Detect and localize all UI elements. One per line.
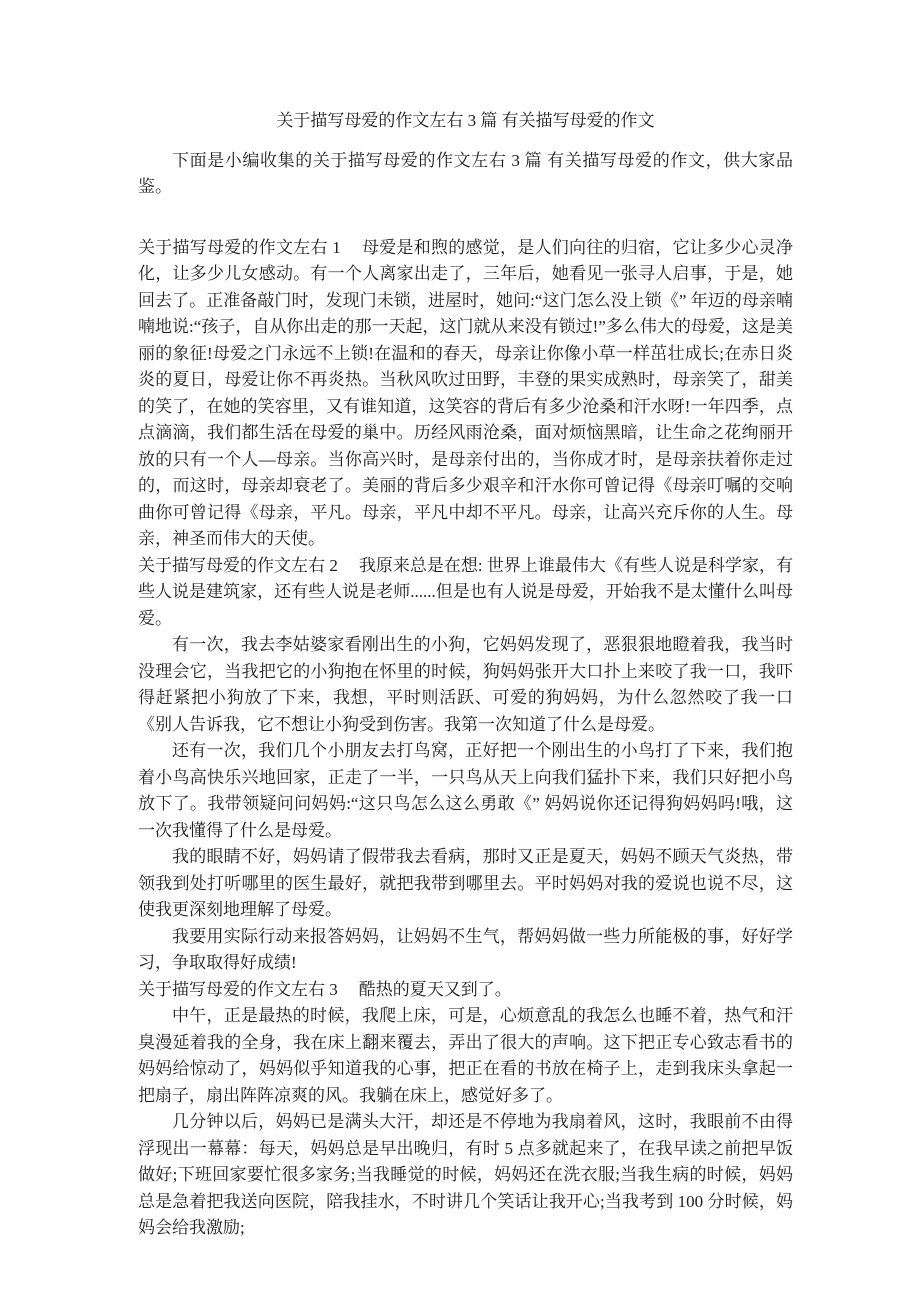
essay-3-paragraph-3: 几分钟以后，妈妈已是满头大汗，却还是不停地为我扇着风，这时，我眼前不由得浮现出一幕幕：每天，妈妈总是早出晚归，有时 5 点多就起来了，在我早读之前把早饭做好;下班回家要忙很多家务;当我睡觉的时候，妈妈还在洗衣服;当我生病的时候，妈妈总是急着把我送向医院，陪我挂水，不时讲几个笑话让我开心;当我考到 100 分时候，妈妈会给我激励; bbox=[138, 1112, 793, 1237]
essay-2-body bbox=[138, 553, 793, 633]
essay-2-paragraph-1: 我原来总是在想: 世界上谁最伟大《有些人说是科学家，有些人说是建筑家，还有些人说是老师......但是也有人说是母爱，开始我不是太懂什么叫母爱。 bbox=[138, 555, 793, 628]
essay-2-paragraph-4: 我的眼睛不好，妈妈请了假带我去看病，那时又正是夏天，妈妈不顾天气炎热，带领我到处打听哪里的医生最好，就把我带到哪里去。平时妈妈对我的爱说也说不尽，这使我更深刻地理解了母爱。 bbox=[138, 847, 793, 919]
essay-3-paragraph-2: 中午，正是最热的时候，我爬上床，可是，心烦意乱的我怎么也睡不着，热气和汗臭漫延着我的全身，我在床上翻来覆去，弄出了很大的声响。这下把正专心致志看书的妈妈给惊动了，妈妈似乎知道我的心事，把正在看的书放在椅子上，走到我床头拿起一把扇子，扇出阵阵凉爽的风。我躺在床上，感觉好多了。 bbox=[138, 1006, 793, 1105]
document-title: 关于描写母爱的作文左右 3 篇 有关描写母爱的作文 bbox=[276, 111, 655, 130]
essay-2-heading: 关于描写母爱的作文左右 2 bbox=[138, 555, 338, 575]
intro-paragraph: 下面是小编收集的关于描写母爱的作文左右 3 篇 有关描写母爱的作文，供大家品鉴。 bbox=[138, 150, 793, 196]
essay-2-paragraph-2: 有一次，我去李姑婆家看刚出生的小狗，它妈妈发现了，恶狠狠地瞪着我，我当时没理会它，当我把它的小狗抱在怀里的时候，狗妈妈张开大口扑上来咬了我一口，我吓得赶紧把小狗放了下来，我想，平时则活跃、可爱的狗妈妈，为什么忽然咬了我一口《别人告诉我，它不想让小狗受到伤害。我第一次知道了什么是母爱。 bbox=[138, 635, 793, 734]
essay-2 bbox=[138, 553, 793, 977]
essay-1-heading: 关于描写母爱的作文左右 1 bbox=[138, 237, 341, 257]
essay-2-paragraph-3: 还有一次，我们几个小朋友去打鸟窝，正好把一个刚出生的小鸟打了下来，我们抱着小鸟高快乐兴地回家，正走了一半，一只鸟从天上向我们猛扑下来，我们只好把小鸟放下了。我带领疑问问妈妈:“这只鸟怎么这么勇敢《” 妈妈说你还记得狗妈妈吗!哦，这一次我懂得了什么是母爱。 bbox=[138, 741, 793, 840]
essay-1-body bbox=[138, 235, 793, 553]
essay-3 bbox=[138, 977, 793, 1242]
essay-2-paragraph-5: 我要用实际行动来报答妈妈，让妈妈不生气，帮妈妈做一些力所能极的事，好好学习，争取取得好成绩! bbox=[138, 926, 793, 972]
essay-1-paragraph-1: 母爱是和煦的感觉，是人们向往的归宿，它让多少心灵净化，让多少儿女感动。有一个人离家出走了，三年后，她看见一张寻人启事，于是，她回去了。正准备敲门时，发现门未锁，进屋时，她问:“这门怎么没上锁《” 年迈的母亲喃喃地说:“孩子，自从你出走的那一天起，这门就从来没有锁过!”多么伟大的母爱，这是美丽的象征!母爱之门永远不上锁!在温和的春天，母亲让你像小草一样茁壮成长;在赤日炎炎的夏日，母爱让你不再炎热。当秋风吹过田野，丰登的果实成熟时，母亲笑了，甜美的笑了，在她的笑容里，又有谁知道，这笑容的背后有多少沧桑和汗水呀!一年四季，点点滴滴，我们都生活在母爱的巢中。历经风雨沧桑，面对烦恼黑暗，让生命之花绚丽开放的只有一个人—母亲。当你高兴时，是母亲付出的，当你成才时，是母亲扶着你走过的，而这时，母亲却衰老了。美丽的背后多少艰辛和汗水你可曾记得《母亲叮嘱的交响曲你可曾记得《母亲，平凡。母亲，平凡中却不平凡。母亲，让高兴充斥你的人生。母亲，神圣而伟大的天使。 bbox=[138, 237, 793, 548]
essay-3-body bbox=[138, 977, 793, 1004]
essay-1 bbox=[138, 235, 793, 553]
essay-3-paragraph-1: 酷热的夏天又到了。 bbox=[358, 979, 512, 999]
essay-3-heading: 关于描写母爱的作文左右 3 bbox=[138, 979, 338, 999]
